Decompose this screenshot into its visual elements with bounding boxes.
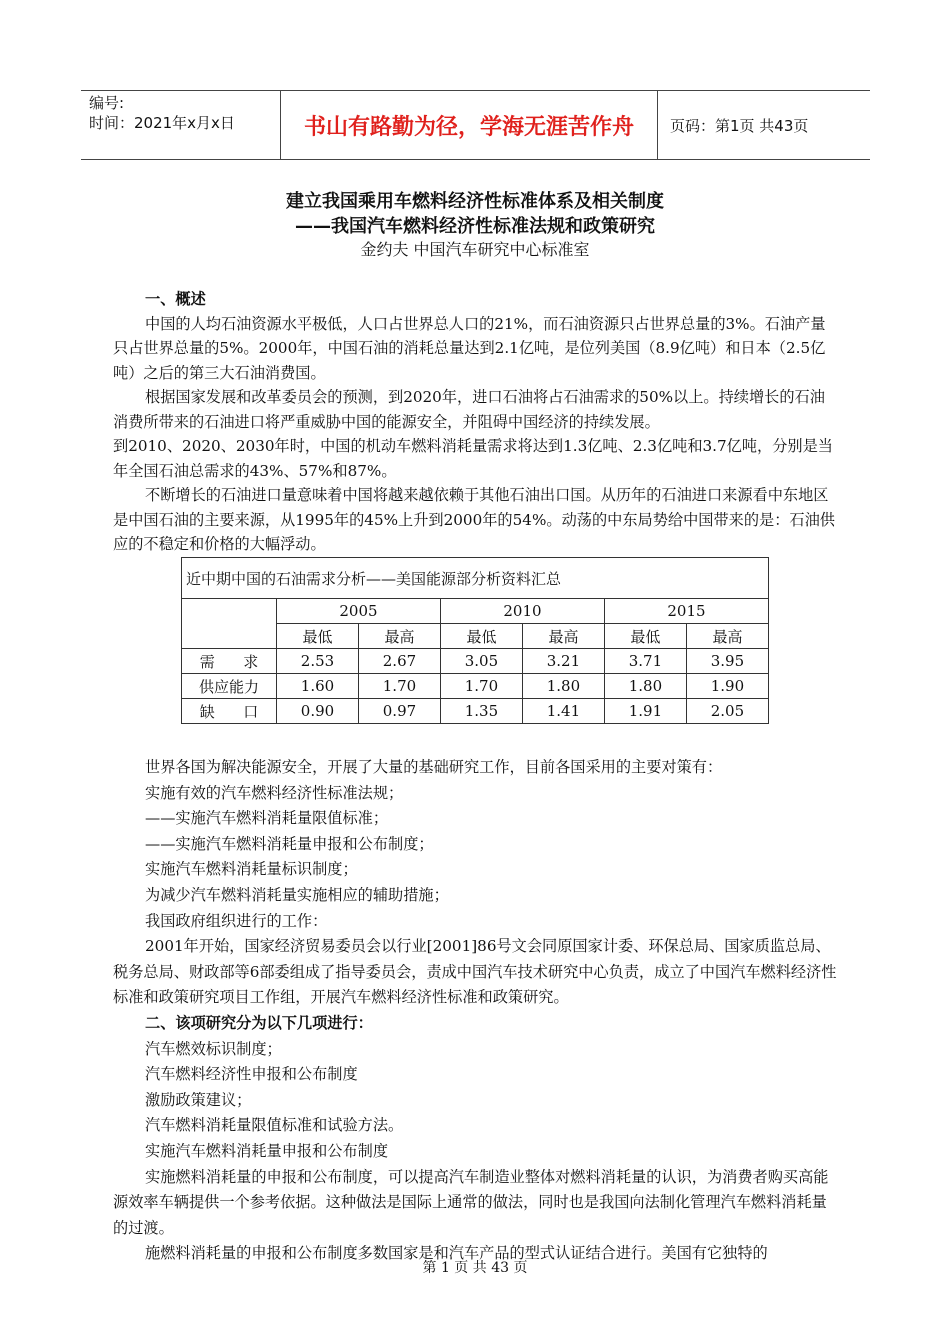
table-subheader: 最低: [277, 624, 359, 649]
list-line: 汽车燃料消耗量限值标准和试验方法。: [145, 1116, 404, 1135]
table-cell: 1.91: [604, 699, 686, 724]
table-cell: 1.41: [522, 699, 604, 724]
section-1-continued: [113, 755, 840, 1267]
doc-title-line1: 建立我国乘用车燃料经济性标准体系及相关制度: [286, 191, 664, 212]
table-row: [182, 674, 769, 699]
table-year: 2015: [604, 599, 768, 624]
table-cell: 3.71: [604, 649, 686, 674]
paragraph-7: 施燃料消耗量的申报和公布制度多数国家是和汽车产品的型式认证结合进行。美国有它独特的: [145, 1244, 768, 1263]
table-cell: 1.60: [277, 674, 359, 699]
doc-author: 金约夫 中国汽车研究中心标准室: [360, 240, 590, 259]
table-subheader: 最低: [604, 624, 686, 649]
table-cell: 3.21: [522, 649, 604, 674]
table-subheader: 最高: [358, 624, 440, 649]
table-subheader: 最高: [522, 624, 604, 649]
table-subheader: 最高: [686, 624, 768, 649]
table-cell: 3.95: [686, 649, 768, 674]
table-year: 2010: [440, 599, 604, 624]
row-label: 需 求: [182, 649, 277, 674]
paragraph-3: 到2010、2020、2030年时，中国的机动车燃料消耗量需求将达到1.3亿吨、2.3亿吨和3.7亿吨，分别是当年全国石油总需求的43%、57%和87%。: [113, 437, 833, 480]
table-cell: 0.90: [277, 699, 359, 724]
list-line: 实施汽车燃料消耗量申报和公布制度: [145, 1141, 388, 1160]
table-cell: 1.70: [440, 674, 522, 699]
list-line: 汽车燃效标识制度；: [145, 1039, 282, 1058]
page-footer: 第 1 页 共 43 页: [422, 1260, 528, 1276]
paragraph-2: 根据国家发展和改革委员会的预测，到2020年，进口石油将占石油需求的50%以上。持续增长的石油消费所带来的石油进口将严重威胁中国的能源安全，并阻碍中国经济的持续发展。: [113, 388, 825, 431]
table-subheader: 最低: [440, 624, 522, 649]
table-cell: 2.67: [358, 649, 440, 674]
table-cell: 1.35: [440, 699, 522, 724]
list-line: 为减少汽车燃料消耗量实施相应的辅助措施；: [145, 885, 449, 904]
list-line: 实施有效的汽车燃料经济性标准法规；: [145, 783, 404, 802]
row-label: 缺 口: [182, 699, 277, 724]
doc-title-line2: ——我国汽车燃料经济性标准法规和政策研究: [295, 216, 655, 237]
paragraph-5: 2001年开始，国家经济贸易委员会以行业[2001]86号文会同原国家计委、环保总局、国家质监总局、税务总局、财政部等6部委组成了指导委员会，责成中国汽车技术研究中心负责，成立了中国汽车燃料经济性标准和政策研究项目工作组，开展汽车燃料经济性标准和政策研究。: [113, 937, 837, 1007]
list-line: ——实施汽车燃料消耗量申报和公布制度；: [145, 834, 434, 853]
time-label: 时间：2021年x月x日: [89, 114, 235, 132]
table-corner: [182, 599, 277, 649]
section1-heading: 一、概述: [145, 290, 206, 308]
table-cell: 1.90: [686, 674, 768, 699]
list-line: 我国政府组织进行的工作：: [145, 911, 328, 930]
table-cell: 0.97: [358, 699, 440, 724]
paragraph-4: 不断增长的石油进口量意味着中国将越来越依赖于其他石油出口国。从历年的石油进口来源看中东地区是中国石油的主要来源，从1995年的45%上升到2000年的54%。动荡的中东局势给中国带来的是：石油供应的不稳定和价格的大幅浮动。: [113, 486, 835, 553]
list-line: 实施汽车燃料消耗量标识制度；: [145, 860, 358, 879]
list-line: 激励政策建议；: [145, 1090, 252, 1109]
list-line: 汽车燃料经济性申报和公布制度: [145, 1065, 358, 1084]
header-page-info: 页码：第1页 共43页: [670, 116, 809, 135]
table-year: 2005: [277, 599, 441, 624]
table-row: [182, 699, 769, 724]
table-cell: 1.70: [358, 674, 440, 699]
list-line: ——实施汽车燃料消耗量限值标准；: [145, 809, 388, 828]
table-row: [182, 649, 769, 674]
paragraph-6: 实施燃料消耗量的申报和公布制度，可以提高汽车制造业整体对燃料消耗量的认识，为消费者购买高能源效率车辆提供一个参考依据。这种做法是国际上通常的做法，同时也是我国向法制化管理汽车燃料消耗量的过渡。: [113, 1167, 829, 1237]
table-caption: 近中期中国的石油需求分析——美国能源部分析资料汇总: [182, 558, 769, 599]
page-header: [81, 90, 870, 160]
header-motto: 书山有路勤为径，学海无涯苦作舟: [281, 91, 658, 159]
section2-heading: 二、该项研究分为以下几项进行：: [145, 1013, 373, 1032]
row-label: 供应能力: [182, 674, 277, 699]
section-1: [113, 287, 840, 557]
list-line: 世界各国为解决能源安全，开展了大量的基础研究工作，目前各国采用的主要对策有：: [145, 758, 723, 776]
table-cell: 2.05: [686, 699, 768, 724]
paragraph-1: 中国的人均石油资源水平极低，人口占世界总人口的21%，而石油资源只占世界总量的3%。石油产量只占世界总量的5%。2000年，中国石油的消耗总量达到2.1亿吨，是位列美国（8.9亿吨）和日本（2.5亿吨）之后的第三大石油消费国。: [113, 314, 826, 382]
table-cell: 3.05: [440, 649, 522, 674]
number-label: 编号:: [89, 94, 125, 112]
oil-demand-table: [181, 557, 769, 724]
header-meta: [81, 91, 281, 159]
table-cell: 1.80: [604, 674, 686, 699]
table-cell: 2.53: [277, 649, 359, 674]
table-cell: 1.80: [522, 674, 604, 699]
